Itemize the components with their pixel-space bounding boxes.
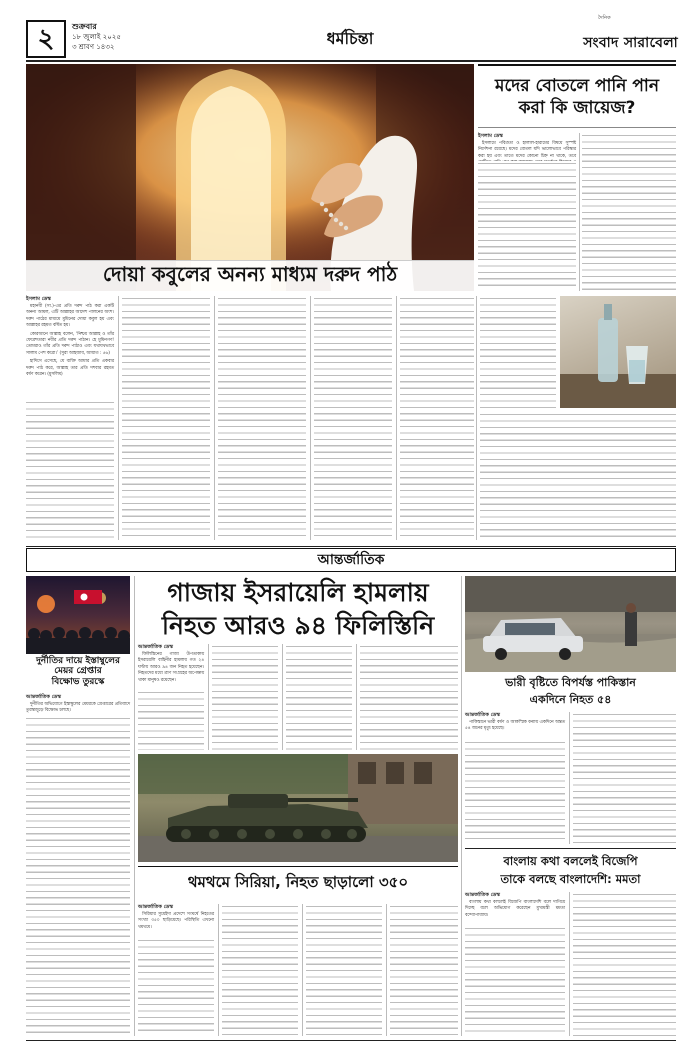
gaza-desk: আন্তর্জাতিক ডেস্ক xyxy=(138,644,173,650)
turkey-desk: আন্তর্জাতিক ডেস্ক xyxy=(26,694,61,700)
syria-col1 xyxy=(138,938,214,1036)
religion-side-desk: ইসলাম ডেস্ক xyxy=(478,133,503,139)
mamata-col2 xyxy=(573,892,676,1036)
religion-side-headline-box xyxy=(478,64,676,128)
pakistan-body: পাকিস্তানে ভারী বর্ষণ ও আকস্মিক বন্যায় একদিনে অন্তত ৫৪ জনের মৃত্যু হয়েছে। xyxy=(465,720,565,732)
col-divider xyxy=(396,296,397,540)
gaza-col3 xyxy=(286,644,352,750)
page-number: ২ xyxy=(37,24,55,54)
mamata-headline-line2: তাকে বলছে বাংলাদেশি: মমতা xyxy=(500,872,641,886)
col-divider xyxy=(302,904,303,1036)
pakistan-headline-line2: একদিনে নিহত ৫৪ xyxy=(529,693,612,706)
mosque-praying-hands-illustration xyxy=(26,64,474,291)
religion-lead-desk: ইসলাম ডেস্ক xyxy=(26,296,51,302)
date-english: ১৮ জুলাই ২০২৫ xyxy=(72,33,121,41)
syria-body: সিরিয়ার সুয়েইদা প্রদেশে সংঘর্ষে নিহতের সংখ্যা ৩৫০ ছাড়িয়েছে। পরিস্থিতি এখনো থমথমে। xyxy=(138,912,214,930)
religion-side-col4 xyxy=(480,412,676,540)
religion-side-headline: মদের বোতলে পানি পান করা কি জায়েজ? xyxy=(495,75,659,118)
pakistan-flood-image xyxy=(465,576,676,672)
turkey-image xyxy=(26,576,130,654)
col-divider xyxy=(282,644,283,750)
gaza-col2 xyxy=(212,644,278,750)
section-title: ধর্মচিন্তা xyxy=(326,29,374,48)
date-block xyxy=(72,22,162,52)
bottom-rule xyxy=(26,1040,676,1041)
col-divider xyxy=(310,296,311,540)
col-divider xyxy=(569,892,570,1036)
col-divider xyxy=(386,904,387,1036)
col-divider xyxy=(476,296,477,540)
col-divider xyxy=(214,296,215,540)
religion-lead-col3 xyxy=(218,296,306,540)
pakistan-col1 xyxy=(465,740,565,844)
col-divider xyxy=(356,644,357,750)
gaza-body: ফিলিস্তিনের গাজা উপত্যকায় ইসরায়েলি বাহিনীর হামলায় গত ২৪ ঘণ্টায় আরও ৯৪ জন নিহত হয়েছেন। নিহতদের মধ্যে ত্রাণ সংগ্রহের অপেক্ষায় থাকা মানুষও রয়েছেন। xyxy=(138,652,204,683)
syria-col2 xyxy=(222,904,298,1036)
col-divider xyxy=(208,644,209,750)
turkey-body-fill xyxy=(26,716,130,1036)
masthead-small: দৈনিক xyxy=(598,15,611,21)
gaza-col1 xyxy=(138,690,204,750)
story-rule xyxy=(465,848,676,849)
syria-desk: আন্তর্জাতিক ডেস্ক xyxy=(138,904,173,910)
religion-lead-col2 xyxy=(122,296,210,540)
car-in-flood-illustration xyxy=(465,576,676,672)
protest-crowd-illustration xyxy=(26,576,130,654)
mamata-body: বাংলায় কথা বললেই বিজেপি বাংলাদেশি বলে দাগিয়ে দিচ্ছে বলে অভিযোগ করেছেন মুখ্যমন্ত্রী মমতা বন্দ্যোপাধ্যায়। xyxy=(465,900,565,918)
pakistan-desk: আন্তর্জাতিক ডেস্ক xyxy=(465,712,500,718)
turkey-headline-block xyxy=(26,656,130,687)
syria-col4 xyxy=(390,904,458,1036)
masthead: সংবাদ সারাবেলা xyxy=(583,35,678,51)
international-banner xyxy=(26,548,676,572)
gaza-headline-line1: গাজায় ইসরায়েলি হামলায় xyxy=(167,578,429,607)
col-divider xyxy=(218,904,219,1036)
religion-lead-image xyxy=(26,64,474,291)
religion-lead-headline: দোয়া কবুলের অনন্য মাধ্যম দরুদ পাঠ xyxy=(102,261,398,286)
col-divider xyxy=(461,576,462,1036)
religion-side-col1 xyxy=(478,161,576,291)
religion-lead-col1-fill xyxy=(26,400,114,540)
gaza-col4 xyxy=(360,644,458,750)
religion-side-col3 xyxy=(480,296,556,408)
mamata-headline-block xyxy=(465,852,676,888)
religion-lead-col5 xyxy=(400,296,474,540)
water-bottle-image xyxy=(560,296,676,408)
syria-headline-box xyxy=(138,866,458,900)
pakistan-headline-line1: ভারী বৃষ্টিতে বিপর্যস্ত পাকিস্তান xyxy=(505,676,636,689)
pakistan-col2 xyxy=(573,712,676,844)
col-divider xyxy=(569,712,570,844)
religion-side-col2 xyxy=(582,133,676,291)
page-number-box xyxy=(26,20,66,58)
section-rule xyxy=(26,546,676,547)
mamata-col1 xyxy=(465,926,565,1036)
syria-col3 xyxy=(306,904,382,1036)
header-rule xyxy=(26,60,676,62)
religion-side-body: ইসলামে পবিত্রতা ও হালাল-হারামের বিষয়ে সুস্পষ্ট নির্দেশনা রয়েছে। মদের বোতল যদি ভালোভাবে পরিষ্কার করা হয় এবং তাতে মদের কোনো চিহ্ন না থাকে, তবে xyxy=(478,141,576,159)
tank-on-street-illustration xyxy=(138,754,458,862)
turkey-headline-line2: মেয়র গ্রেপ্তার xyxy=(54,666,102,677)
gaza-headline-block xyxy=(138,576,458,642)
international-banner-label: আন্তর্জাতিক xyxy=(317,552,385,568)
bottle-glass-illustration xyxy=(560,296,676,408)
religion-lead-col4 xyxy=(314,296,392,540)
mamata-headline-line1: বাংলায় কথা বললেই বিজেপি xyxy=(503,854,638,868)
col-divider xyxy=(118,296,119,540)
turkey-headline-line1: দুর্নীতির দায়ে ইস্তাম্বুলের xyxy=(36,656,120,666)
religion-lead-col1: মহানবী (সা.)-এর প্রতি দরুদ পাঠ করা একটি অনন্য আমল, এটি আল্লাহর আদেশ পালনের অংশ। দরুদ পাঠের মাধ্যমে মুমিনের দোয়া কবুল হয় এবং আল্লাহর রহমত বর্ষিত হয়। কোরআনে আল্লাহ বলেন, ‘নিশ্চয় আল্লাহ ও তাঁর ফেরেশতারা নবীর প্রতি দরুদ পাঠান। হে মুমিনগণ! তোমরাও তাঁর প্রতি দরুদ পাঠাও এবং যথাযথভাবে সালাম পেশ করো।’ (সুরা আহজাব, আয়াত : ৫৬) হাদিসে এসেছে, যে ব্যক্তি আমার প্রতি একবার দরুদ পাঠ করে, আল্লাহ তার প্রতি দশবার রহমত বর্ষণ করেন। (মুসলিম) xyxy=(26,304,114,378)
col-divider xyxy=(134,576,135,1036)
religion-headline-bar xyxy=(26,260,474,291)
mamata-desk: আন্তর্জাতিক ডেস্ক xyxy=(465,892,500,898)
col-divider xyxy=(579,133,580,291)
gaza-headline-line2: নিহত আরও ৯৪ ফিলিস্তিনি xyxy=(161,611,435,640)
weekday: শুক্রবার xyxy=(72,22,97,31)
turkey-body: দুর্নীতির অভিযোগে ইস্তাম্বুলের মেয়রকে গ্রেপ্তারের প্রতিবাদে তুরস্কজুড়ে বিক্ষোভ চলছে। xyxy=(26,702,130,714)
pakistan-headline-block xyxy=(465,674,676,708)
date-bangla: ৩ শ্রাবণ ১৪৩২ xyxy=(72,43,115,51)
syria-headline: থমথমে সিরিয়া, নিহত ছাড়ালো ৩৫০ xyxy=(187,873,409,891)
turkey-headline-line3: বিক্ষোভ তুরস্কে xyxy=(51,676,105,687)
syria-tank-image xyxy=(138,754,458,862)
